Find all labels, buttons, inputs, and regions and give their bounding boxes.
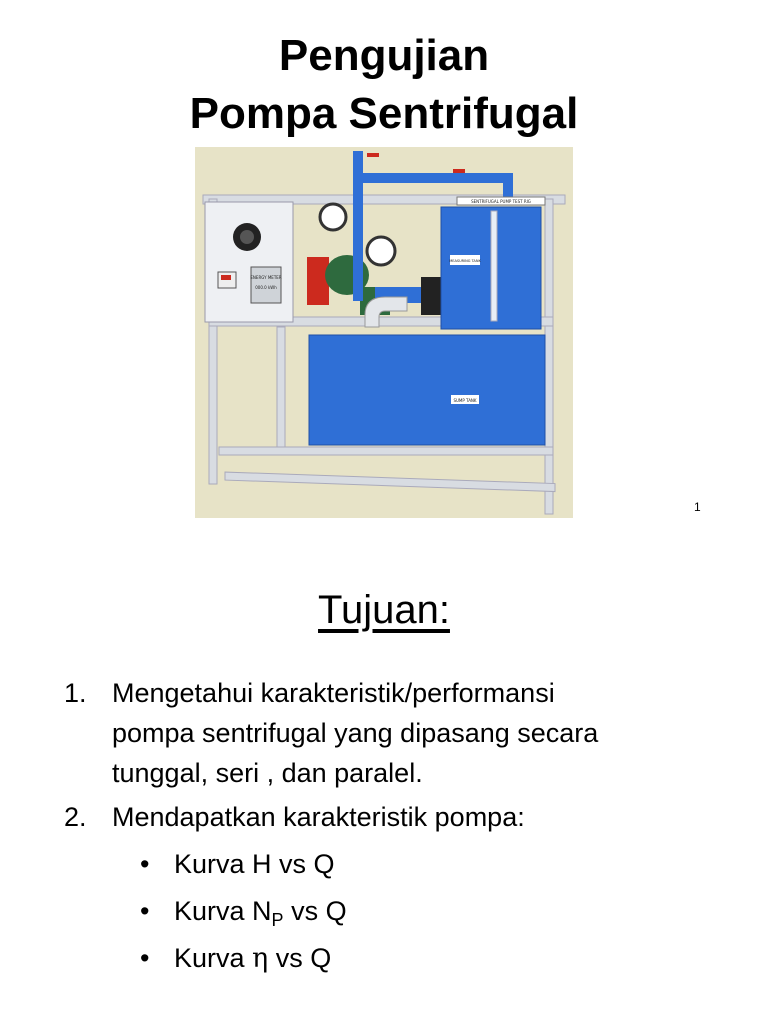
objective-item-2 — [64, 797, 714, 837]
sump-tank-label: SUMP TANK — [453, 398, 477, 403]
list-text-line: tunggal, seri , dan paralel. — [112, 758, 423, 788]
list-number: 2. — [64, 802, 87, 832]
energy-meter-label: ENERGY METER — [250, 275, 282, 280]
bullet-text-prefix: Kurva — [174, 943, 253, 973]
objectives-heading: Tujuan: — [318, 588, 450, 632]
bullet-symbol: • — [140, 943, 150, 973]
list-text — [112, 673, 712, 793]
list-text — [112, 797, 712, 837]
bullet-text-prefix: Kurva N — [174, 896, 272, 926]
subscript-p: P — [271, 910, 284, 930]
bullet-text-suffix: vs Q — [283, 896, 347, 926]
pump-test-rig-photo — [195, 147, 573, 518]
bullet-text: Kurva H vs Q — [174, 849, 335, 879]
energy-meter-value: 000.0 kWh — [255, 285, 277, 290]
bullet-symbol: • — [140, 849, 150, 879]
page-number: 1 — [694, 500, 701, 514]
bullet-text — [174, 938, 331, 979]
slide-title-line1: Pengujian — [278, 31, 490, 80]
measuring-tank-label: MEASURING TANK — [449, 259, 481, 263]
bullet-text — [174, 891, 347, 940]
list-text-line: Mengetahui karakteristik/performansi — [112, 678, 555, 708]
list-text-line: pompa sentrifugal yang dipasang secara — [112, 718, 599, 748]
slide-title-line2: Pompa Sentrifugal — [189, 89, 579, 138]
list-number: 1. — [64, 678, 87, 708]
rig-panel-label: SENTRIFUGAL PUMP TEST RIG — [471, 199, 531, 204]
list-text-line: Mendapatkan karakteristik pompa: — [112, 802, 525, 832]
objective-item-1 — [64, 673, 714, 793]
slide-2 — [0, 560, 768, 1024]
bullet-text-suffix: vs Q — [268, 943, 332, 973]
eta-symbol: η — [252, 943, 269, 974]
bullet-symbol: • — [140, 896, 150, 926]
